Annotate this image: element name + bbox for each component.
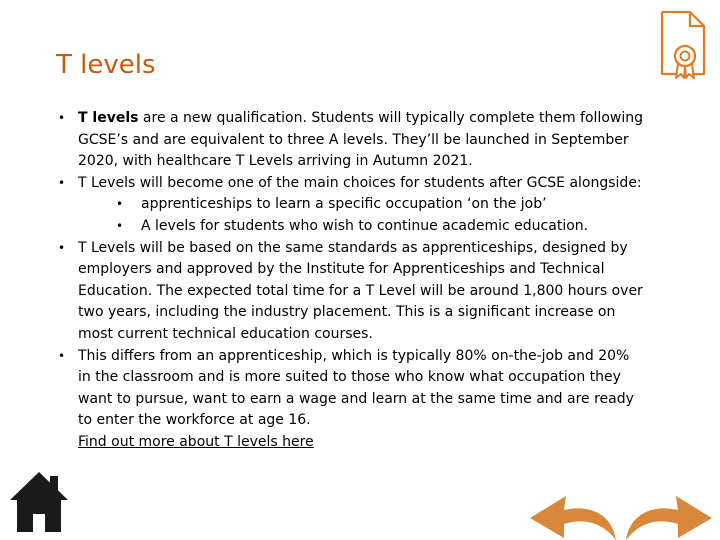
list-item [56, 173, 646, 195]
bullet-marker: • [116, 197, 124, 212]
list-item [56, 108, 646, 173]
bullet-marker: • [58, 175, 66, 190]
list-item [56, 346, 646, 432]
bullet-text: This differs from an apprenticeship, which is typically 80% on-the-job and 20% in the classroom and is more suited to those who know what occupation they want to pursue, want to earn a wage and learn at the same time and are ready to enter the workforce at age 16. [78, 347, 634, 429]
sub-list-item [56, 216, 646, 238]
bullet-marker: • [58, 111, 66, 125]
bullet-marker: • [58, 348, 66, 363]
back-arrow-icon[interactable] [528, 488, 620, 540]
sub-bullet-text: apprenticeships to learn a specific occupation ‘on the job’ [141, 196, 547, 213]
bold-lead-text: T levels [78, 110, 139, 126]
slide-title: T levels [56, 50, 156, 80]
slide-body [56, 108, 646, 454]
bullet-marker: • [58, 240, 66, 255]
bullet-text: T Levels will be based on the same standards as apprenticeships, designed by employers and approved by the Institute for Apprenticeships and Technical Education. The expected total time for a T Level will be around 1,800 hours over two years, including the industry placement. This is a significant increase on most current technical education courses. [78, 239, 643, 342]
find-out-more-link[interactable]: Find out more about T levels here [78, 433, 314, 450]
list-item [56, 238, 646, 346]
certificate-icon [656, 8, 712, 80]
bullet-text: are a new qualification. Students will typically complete them following GCSE’s and are equivalent to three A levels. They’ll be launched in September 2020, with healthcare T Levels arriving in Autumn 2021. [78, 110, 643, 170]
bullet-text: T Levels will become one of the main choices for students after GCSE alongside: [78, 174, 642, 191]
sub-list-item [56, 194, 646, 216]
list-item [56, 432, 646, 454]
bullet-marker: • [116, 218, 124, 233]
forward-arrow-icon[interactable] [622, 488, 714, 540]
home-icon[interactable] [8, 470, 70, 534]
sub-bullet-text: A levels for students who wish to continue academic education. [141, 217, 589, 234]
